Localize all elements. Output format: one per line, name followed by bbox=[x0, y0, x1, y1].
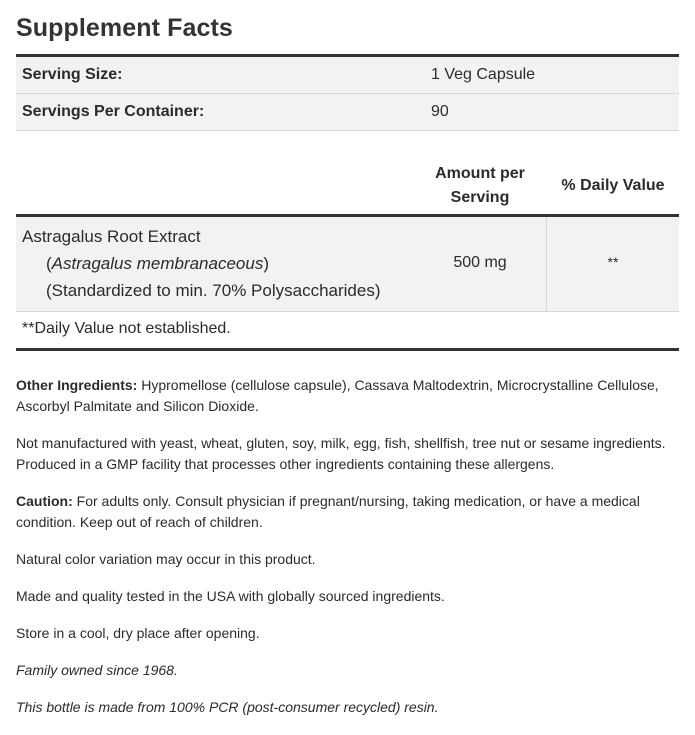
ingredient-amount: 500 mg bbox=[453, 254, 507, 271]
servings-per-container-row bbox=[16, 94, 679, 131]
daily-value-footnote: **Daily Value not established. bbox=[22, 320, 231, 337]
other-ingredients bbox=[16, 375, 686, 417]
ingredient-standardization: (Standardized to min. 70% Polysaccharides) bbox=[46, 281, 381, 300]
servings-per-container-value: 90 bbox=[431, 103, 449, 120]
allergen-statement: Not manufactured with yeast, wheat, gluten, soy, milk, egg, fish, shellfish, tree nut or sesame ingredients. Produced in a GMP facility that processes other ingredients containing these allergens. bbox=[16, 435, 666, 472]
ingredient-latin-name: (Astragalus membranaceous) bbox=[46, 254, 270, 273]
family-owned-note: Family owned since 1968. bbox=[16, 662, 178, 678]
bottle-note: This bottle is made from 100% PCR (post-consumer recycled) resin. bbox=[16, 699, 439, 715]
serving-size-value: 1 Veg Capsule bbox=[431, 66, 536, 83]
caution-statement bbox=[16, 491, 686, 533]
servings-per-container-label: Servings Per Container: bbox=[22, 103, 205, 120]
amount-per-serving-header bbox=[420, 162, 540, 210]
latin-name-italic: Astragalus membranaceous bbox=[51, 254, 264, 273]
serving-size-row bbox=[16, 57, 679, 94]
caution-text: For adults only. Consult physician if pregnant/nursing, taking medication, or have a medical condition. Keep out of reach of children. bbox=[16, 493, 640, 530]
made-in-usa-note: Made and quality tested in the USA with globally sourced ingredients. bbox=[16, 588, 445, 604]
bottom-divider bbox=[16, 348, 679, 351]
ingredient-row bbox=[16, 217, 679, 312]
other-ingredients-text: Hypromellose (cellulose capsule), Cassava Maltodextrin, Microcrystalline Cellulose, Ascorbyl Palmitate and Silicon Dioxide. bbox=[16, 377, 659, 414]
storage-note: Store in a cool, dry place after opening. bbox=[16, 625, 260, 641]
caution-label: Caution: bbox=[16, 493, 73, 509]
amount-header-line1: Amount per bbox=[435, 165, 525, 182]
amount-header-line2: Serving bbox=[450, 189, 510, 206]
serving-size-label: Serving Size: bbox=[22, 66, 123, 83]
ingredient-name: Astragalus Root Extract bbox=[22, 227, 201, 246]
color-variation-note: Natural color variation may occur in this product. bbox=[16, 551, 316, 567]
other-ingredients-label: Other Ingredients: bbox=[16, 377, 138, 393]
daily-value-header: % Daily Value bbox=[561, 177, 665, 194]
ingredient-daily-value: ** bbox=[607, 254, 619, 270]
page-title: Supplement Facts bbox=[16, 14, 233, 42]
